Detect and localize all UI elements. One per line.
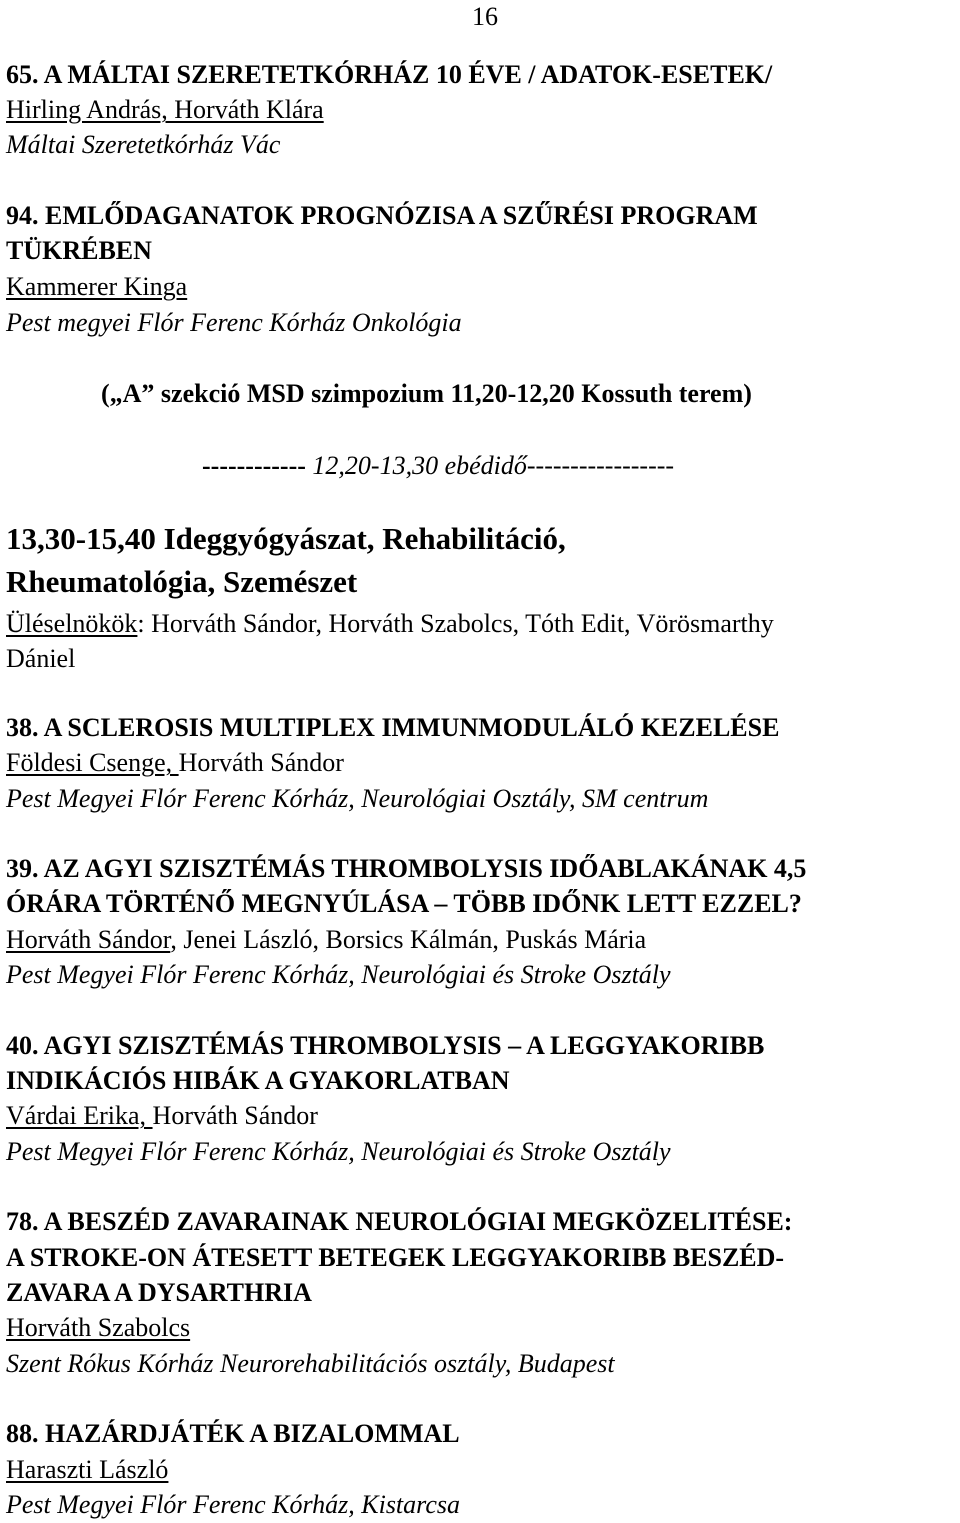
- co-authors: Horváth Sándor: [178, 748, 344, 777]
- entry-authors: [6, 95, 324, 125]
- session-chairs: [6, 609, 774, 639]
- entry-title: 78. A BESZÉD ZAVARAINAK NEUROLÓGIAI MEGKÖZELITÉSE:: [6, 1207, 793, 1236]
- entry-institution: Máltai Szeretetkórház Vác: [6, 130, 281, 159]
- lunch-break: [202, 451, 674, 481]
- entry-title: 88. HAZÁRDJÁTÉK A BIZALOMMAL: [6, 1419, 460, 1448]
- entry-institution: Pest megyei Flór Ferenc Kórház Onkológia: [6, 308, 462, 337]
- entry-authors: [6, 1313, 190, 1343]
- co-authors: Horváth Sándor: [152, 1101, 318, 1130]
- break-dashes-left: ------------: [202, 451, 306, 480]
- entry-title: 94. EMLŐDAGANATOK PROGNÓZISA A SZŰRÉSI PROGRAM: [6, 201, 758, 230]
- break-dashes-right: -----------------: [526, 451, 675, 480]
- session-title: Rheumatológia, Szemészet: [6, 564, 358, 599]
- presenting-author: Haraszti László: [6, 1455, 169, 1484]
- entry-title: ZAVARA A DYSARTHRIA: [6, 1278, 312, 1307]
- entry-title: 40. AGYI SZISZTÉMÁS THROMBOLYSIS – A LEGGYAKORIBB: [6, 1031, 765, 1060]
- presenting-author: Hirling András, Horváth Klára: [6, 95, 324, 124]
- entry-institution: Szent Rókus Kórház Neurorehabilitációs osztály, Budapest: [6, 1349, 615, 1378]
- session-title: 13,30-15,40 Ideggyógyászat, Rehabilitáció,: [6, 521, 566, 556]
- chairs-names: : Horváth Sándor, Horváth Szabolcs, Tóth Edit, Vörösmarthy: [137, 609, 774, 638]
- entry-authors: [6, 1455, 168, 1485]
- presenting-author: Horváth Sándor: [6, 925, 171, 954]
- section-note: („A” szekció MSD szimpozium 11,20-12,20 Kossuth terem): [101, 379, 752, 408]
- presenting-author: Kammerer Kinga: [6, 272, 188, 301]
- co-authors: , Jenei László, Borsics Kálmán, Puskás Mária: [170, 925, 647, 954]
- entry-institution: Pest Megyei Flór Ferenc Kórház, Neurológiai Osztály, SM centrum: [6, 784, 709, 813]
- entry-authors: [6, 748, 344, 778]
- entry-institution: Pest Megyei Flór Ferenc Kórház, Neurológiai és Stroke Osztály: [6, 1137, 671, 1166]
- presenting-author: Várdai Erika,: [6, 1101, 153, 1130]
- entry-title: A STROKE-ON ÁTESETT BETEGEK LEGGYAKORIBB BESZÉD-: [6, 1243, 785, 1272]
- presenting-author: Földesi Csenge,: [6, 748, 179, 777]
- entry-title: INDIKÁCIÓS HIBÁK A GYAKORLATBAN: [6, 1066, 510, 1095]
- presenting-author: Horváth Szabolcs: [6, 1313, 191, 1342]
- entry-title: 65. A MÁLTAI SZERETETKÓRHÁZ 10 ÉVE / ADATOK-ESETEK/: [6, 60, 773, 89]
- entry-title: 38. A SCLEROSIS MULTIPLEX IMMUNMODULÁLÓ KEZELÉSE: [6, 713, 780, 742]
- entry-title: ÓRÁRA TÖRTÉNŐ MEGNYÚLÁSA – TÖBB IDŐNK LETT EZZEL?: [6, 889, 802, 918]
- entry-title: 39. AZ AGYI SZISZTÉMÁS THROMBOLYSIS IDŐABLAKÁNAK 4,5: [6, 854, 807, 883]
- break-text: 12,20-13,30 ebédidő: [305, 451, 527, 480]
- chairs-label: Üléselnökök: [6, 609, 138, 638]
- entry-institution: Pest Megyei Flór Ferenc Kórház, Neurológiai és Stroke Osztály: [6, 960, 671, 989]
- entry-authors: [6, 1101, 318, 1131]
- session-chairs-cont: Dániel: [6, 644, 76, 673]
- entry-institution: Pest Megyei Flór Ferenc Kórház, Kistarcsa: [6, 1490, 460, 1519]
- entry-authors: [6, 925, 646, 955]
- page-number: 16: [472, 2, 498, 31]
- entry-title: TÜKRÉBEN: [6, 236, 152, 265]
- entry-authors: [6, 272, 187, 302]
